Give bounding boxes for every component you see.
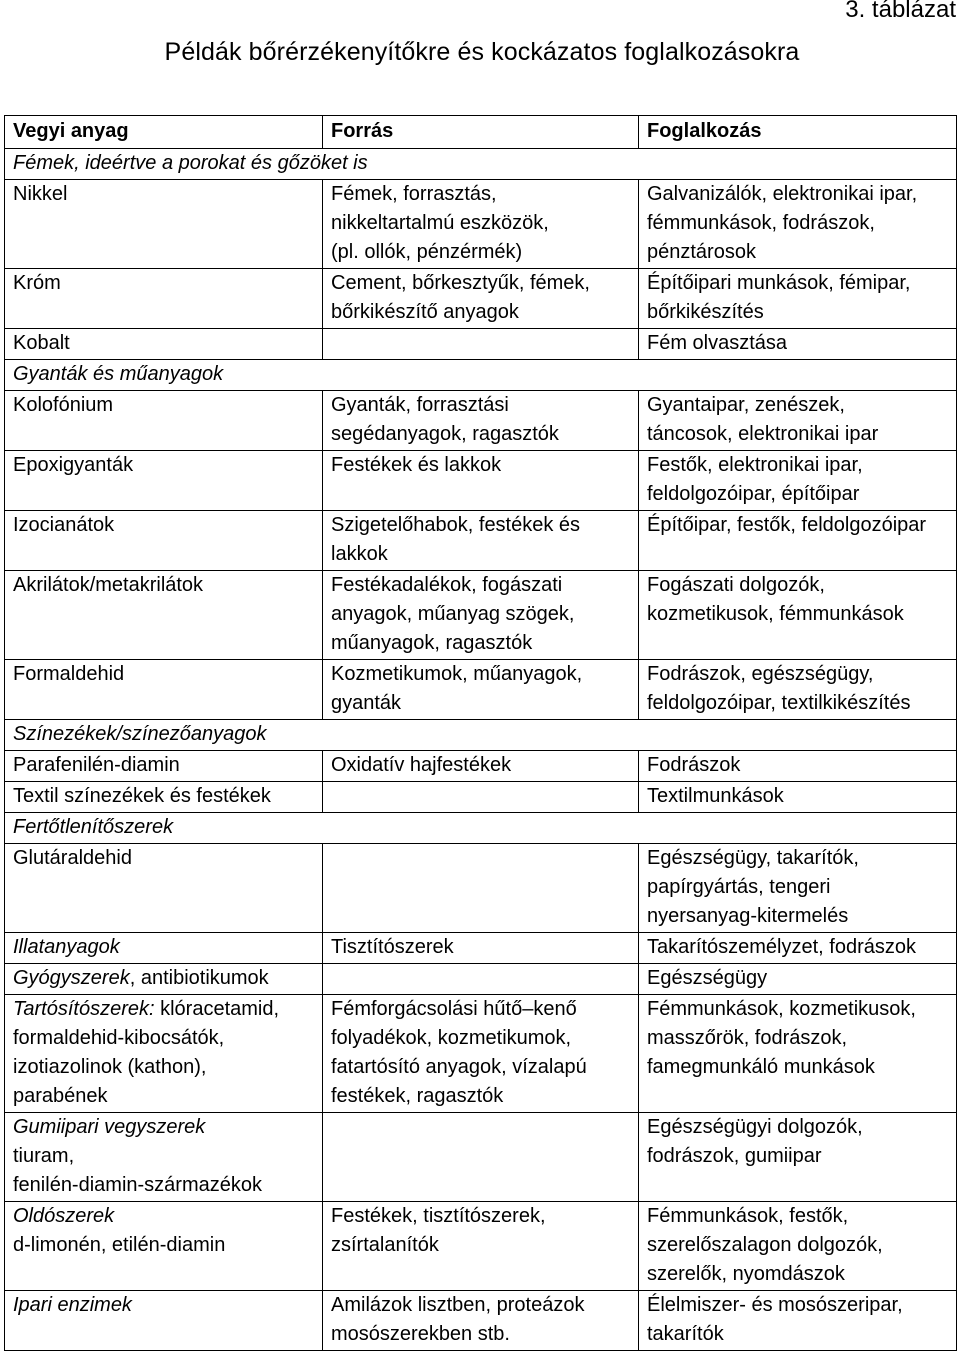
occupation-cell: Egészségügyi dolgozók, fodrászok, gumiipar [639, 1113, 957, 1202]
table-row [5, 511, 957, 571]
chemical-cell: Gumiipari vegyszerek tiuram, fenilén-diamin-származékok [5, 1113, 323, 1202]
chemical-cell: Textil színezékek és festékek [5, 782, 323, 813]
chemical-cell: Kolofónium [5, 391, 323, 451]
section-resins: Gyanták és műanyagok [5, 360, 957, 391]
source-cell [323, 782, 639, 813]
source-cell: Kozmetikumok, műanyagok, gyanták [323, 660, 639, 720]
chemical-cell: Parafenilén-diamin [5, 751, 323, 782]
table-row [5, 571, 957, 660]
header-chemical: Vegyi anyag [5, 116, 323, 149]
table-row [5, 844, 957, 933]
occupation-cell: Fodrászok [639, 751, 957, 782]
occupation-cell: Festők, elektronikai ipar, feldolgozóipar, építőipar [639, 451, 957, 511]
table-row [5, 964, 957, 995]
source-cell: Cement, bőrkesztyűk, fémek, bőrkikészítő anyagok [323, 269, 639, 329]
chemical-cell: Oldószerek d-limonén, etilén-diamin [5, 1202, 323, 1291]
chemical-cell: Illatanyagok [5, 933, 323, 964]
occupation-cell: Fémmunkások, festők, szerelőszalagon dolgozók, szerelők, nyomdászok [639, 1202, 957, 1291]
chemical-cell: Kobalt [5, 329, 323, 360]
source-cell: Oxidatív hajfestékek [323, 751, 639, 782]
occupation-cell: Gyantaipar, zenészek, táncosok, elektronikai ipar [639, 391, 957, 451]
table-row [5, 782, 957, 813]
table-row [5, 1113, 957, 1202]
occupation-cell: Fodrászok, egészségügy, feldolgozóipar, textilkikészítés [639, 660, 957, 720]
chemical-cell: Akrilátok/metakrilátok [5, 571, 323, 660]
occupation-cell: Egészségügy [639, 964, 957, 995]
table-row [5, 451, 957, 511]
chemical-cell: Izocianátok [5, 511, 323, 571]
source-cell: Amilázok lisztben, proteázok mosószerekben stb. [323, 1291, 639, 1351]
section-row [5, 360, 957, 391]
table-row [5, 1291, 957, 1351]
table-row [5, 180, 957, 269]
table-row [5, 660, 957, 720]
chemical-cell: Glutáraldehid [5, 844, 323, 933]
occupation-cell: Takarítószemélyzet, fodrászok [639, 933, 957, 964]
source-cell: Festékek, tisztítószerek, zsírtalanítók [323, 1202, 639, 1291]
chemical-cell: Gyógyszerek, antibiotikumok [5, 964, 323, 995]
table-row [5, 995, 957, 1113]
source-cell: Gyanták, forrasztási segédanyagok, ragasztók [323, 391, 639, 451]
table-row [5, 329, 957, 360]
occupation-cell: Építőipar, festők, feldolgozóipar [639, 511, 957, 571]
page-title: Példák bőrérzékenyítőkre és kockázatos foglalkozásokra [164, 38, 800, 66]
occupation-cell: Galvanizálók, elektronikai ipar, fémmunkások, fodrászok, pénztárosok [639, 180, 957, 269]
chemical-cell: Ipari enzimek [5, 1291, 323, 1351]
table-row [5, 269, 957, 329]
header-row [5, 116, 957, 149]
chemical-cell: Nikkel [5, 180, 323, 269]
occupation-cell: Egészségügy, takarítók, papírgyártás, tengeri nyersanyag-kitermelés [639, 844, 957, 933]
source-cell: Fémforgácsolási hűtő–kenő folyadékok, kozmetikumok, fatartósító anyagok, vízalapú festékek, ragasztók [323, 995, 639, 1113]
chemical-cell: Tartósítószerek: klóracetamid, formaldehid-kibocsátók, izotiazolinok (kathon), parabének [5, 995, 323, 1113]
table-label: 3. táblázat [845, 0, 956, 23]
header-occupation: Foglalkozás [639, 116, 957, 149]
source-cell [323, 844, 639, 933]
source-cell [323, 1113, 639, 1202]
source-cell: Fémek, forrasztás, nikkeltartalmú eszközök, (pl. ollók, pénzérmék) [323, 180, 639, 269]
section-row [5, 720, 957, 751]
chemical-cell: Epoxigyanták [5, 451, 323, 511]
section-dyes: Színezékek/színezőanyagok [5, 720, 957, 751]
table-row [5, 391, 957, 451]
table-row [5, 1202, 957, 1291]
section-row [5, 149, 957, 180]
section-row [5, 813, 957, 844]
source-cell [323, 329, 639, 360]
source-cell: Festékek és lakkok [323, 451, 639, 511]
occupation-cell: Textilmunkások [639, 782, 957, 813]
table-row [5, 751, 957, 782]
chemical-cell: Formaldehid [5, 660, 323, 720]
section-metals: Fémek, ideértve a porokat és gőzöket is [5, 149, 957, 180]
source-cell: Szigetelőhabok, festékek és lakkok [323, 511, 639, 571]
occupation-cell: Élelmiszer- és mosószeripar, takarítók [639, 1291, 957, 1351]
occupation-cell: Fém olvasztása [639, 329, 957, 360]
source-cell: Tisztítószerek [323, 933, 639, 964]
occupation-cell: Fémmunkások, kozmetikusok, masszőrök, fodrászok, famegmunkáló munkások [639, 995, 957, 1113]
chemical-cell: Króm [5, 269, 323, 329]
table-row [5, 933, 957, 964]
source-cell: Festékadalékok, fogászati anyagok, műanyag szögek, műanyagok, ragasztók [323, 571, 639, 660]
occupation-cell: Építőipari munkások, fémipar, bőrkikészítés [639, 269, 957, 329]
section-disinfectants: Fertőtlenítőszerek [5, 813, 957, 844]
source-cell [323, 964, 639, 995]
sensitizer-table [4, 115, 957, 1351]
occupation-cell: Fogászati dolgozók, kozmetikusok, fémmunkások [639, 571, 957, 660]
header-source: Forrás [323, 116, 639, 149]
